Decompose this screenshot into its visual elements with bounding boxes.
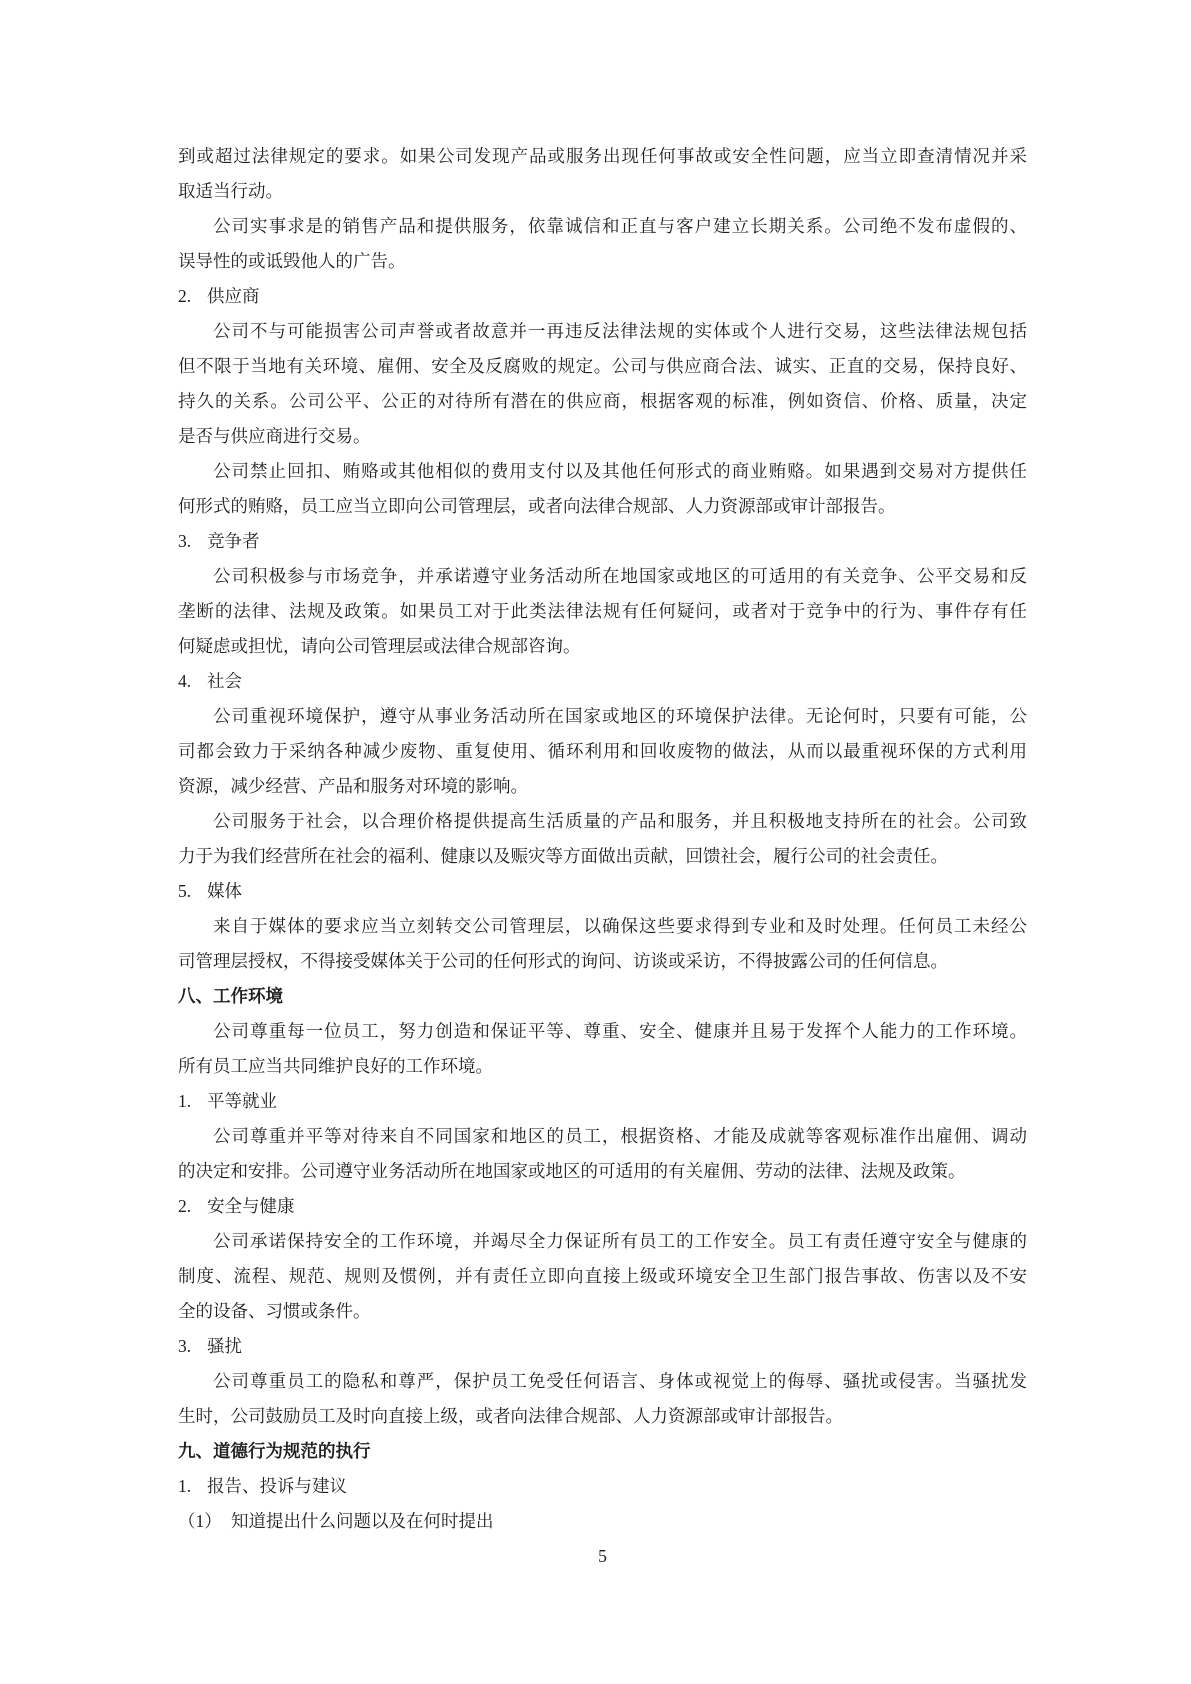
sub-list-item-label: 知道提出什么问题以及在何时提出 [231, 1511, 494, 1531]
text-line: 生时，公司鼓励员工及时向直接上级，或者向法律合规部、人力资源部或审计部报告。 [178, 1406, 843, 1426]
text-line: 司管理层授权，不得接受媒体关于公司的任何形式的询问、访谈或采访，不得披露公司的任何信息。 [178, 951, 948, 971]
list-item-label: 平等就业 [207, 1091, 277, 1111]
list-item-number: 2. [178, 286, 192, 306]
list-item-number: 4. [178, 671, 192, 691]
list-item-label: 骚扰 [207, 1336, 242, 1356]
text-line: 公司不与可能损害公司声誉或者故意并一再违反法律法规的实体或个人进行交易，这些法律法规包括 [213, 321, 1027, 341]
list-item [178, 279, 1027, 314]
text-line: 公司尊重每一位员工，努力创造和保证平等、尊重、安全、健康并且易于发挥个人能力的工作环境。 [213, 1021, 1027, 1041]
sub-list-item [178, 1504, 1027, 1539]
list-item-number: 2. [178, 1196, 192, 1216]
text-line: 公司服务于社会，以合理价格提供提高生活质量的产品和服务，并且积极地支持所在的社会。公司致 [213, 811, 1027, 831]
text-line: 全的设备、习惯或条件。 [178, 1301, 371, 1321]
text-line: 垄断的法律、法规及政策。如果员工对于此类法律法规有任何疑问，或者对于竞争中的行为、事件存有任 [178, 601, 1027, 621]
list-item-label: 安全与健康 [207, 1196, 295, 1216]
list-item [178, 1329, 1027, 1364]
text-line: 取适当行动。 [178, 181, 283, 201]
text-line: 力于为我们经营所在社会的福利、健康以及赈灾等方面做出贡献，回馈社会，履行公司的社会责任。 [178, 846, 948, 866]
list-item [178, 874, 1027, 909]
list-item-number: 3. [178, 531, 192, 551]
list-item [178, 664, 1027, 699]
list-item-label: 媒体 [207, 881, 242, 901]
text-line: 是否与供应商进行交易。 [178, 426, 371, 446]
page-number: 5 [598, 1546, 607, 1566]
text-line: 所有员工应当共同维护良好的工作环境。 [178, 1056, 493, 1076]
text-line: 到或超过法律规定的要求。如果公司发现产品或服务出现任何事故或安全性问题，应当立即查清情况并采 [178, 146, 1027, 166]
text-line: 来自于媒体的要求应当立刻转交公司管理层，以确保这些要求得到专业和及时处理。任何员工未经公 [213, 916, 1027, 936]
text-line: 何形式的贿赂，员工应当立即向公司管理层，或者向法律合规部、人力资源部或审计部报告。 [178, 496, 896, 516]
text-line: 公司重视环境保护，遵守从事业务活动所在国家或地区的环境保护法律。无论何时，只要有可能，公 [213, 706, 1027, 726]
text-line: 公司实事求是的销售产品和提供服务，依靠诚信和正直与客户建立长期关系。公司绝不发布虚假的、 [213, 216, 1027, 236]
list-item [178, 1084, 1027, 1119]
text-line: 资源，减少经营、产品和服务对环境的影响。 [178, 776, 528, 796]
list-item [178, 1189, 1027, 1224]
text-line: 持久的关系。公司公平、公正的对待所有潜在的供应商，根据客观的标准，例如资信、价格、质量，决定 [178, 391, 1027, 411]
text-line: 制度、流程、规范、规则及惯例，并有责任立即向直接上级或环境安全卫生部门报告事故、伤害以及不安 [178, 1266, 1027, 1286]
list-item-label: 报告、投诉与建议 [207, 1476, 347, 1496]
list-item-number: 1. [178, 1476, 192, 1496]
section-heading: 九、道德行为规范的执行 [178, 1441, 371, 1461]
text-line: 司都会致力于采纳各种减少废物、重复使用、循环利用和回收废物的做法，从而以最重视环保的方式利用 [178, 741, 1027, 761]
text-block [178, 139, 1027, 1539]
text-line: 何疑虑或担忧，请向公司管理层或法律合规部咨询。 [178, 636, 581, 656]
sub-list-item-number: （1） [178, 1511, 222, 1531]
list-item-number: 5. [178, 881, 192, 901]
list-item [178, 524, 1027, 559]
text-line: 公司尊重员工的隐私和尊严，保护员工免受任何语言、身体或视觉上的侮辱、骚扰或侵害。当骚扰发 [213, 1371, 1027, 1391]
text-line: 误导性的或诋毁他人的广告。 [178, 251, 406, 271]
list-item-label: 竞争者 [207, 531, 260, 551]
list-item-number: 3. [178, 1336, 192, 1356]
list-item [178, 1469, 1027, 1504]
text-line: 但不限于当地有关环境、雇佣、安全及反腐败的规定。公司与供应商合法、诚实、正直的交易，保持良好、 [178, 356, 1027, 376]
list-item-label: 社会 [207, 671, 242, 691]
list-item-number: 1. [178, 1091, 192, 1111]
text-line: 公司尊重并平等对待来自不同国家和地区的员工，根据资格、才能及成就等客观标准作出雇佣、调动 [213, 1126, 1027, 1146]
text-line: 公司禁止回扣、贿赂或其他相似的费用支付以及其他任何形式的商业贿赂。如果遇到交易对方提供任 [213, 461, 1027, 481]
text-line: 的决定和安排。公司遵守业务活动所在地国家或地区的可适用的有关雇佣、劳动的法律、法规及政策。 [178, 1161, 966, 1181]
text-line: 公司积极参与市场竞争，并承诺遵守业务活动所在地国家或地区的可适用的有关竞争、公平交易和反 [213, 566, 1027, 586]
text-line: 公司承诺保持安全的工作环境，并竭尽全力保证所有员工的工作安全。员工有责任遵守安全与健康的 [213, 1231, 1027, 1251]
section-heading: 八、工作环境 [178, 986, 283, 1006]
list-item-label: 供应商 [207, 286, 260, 306]
